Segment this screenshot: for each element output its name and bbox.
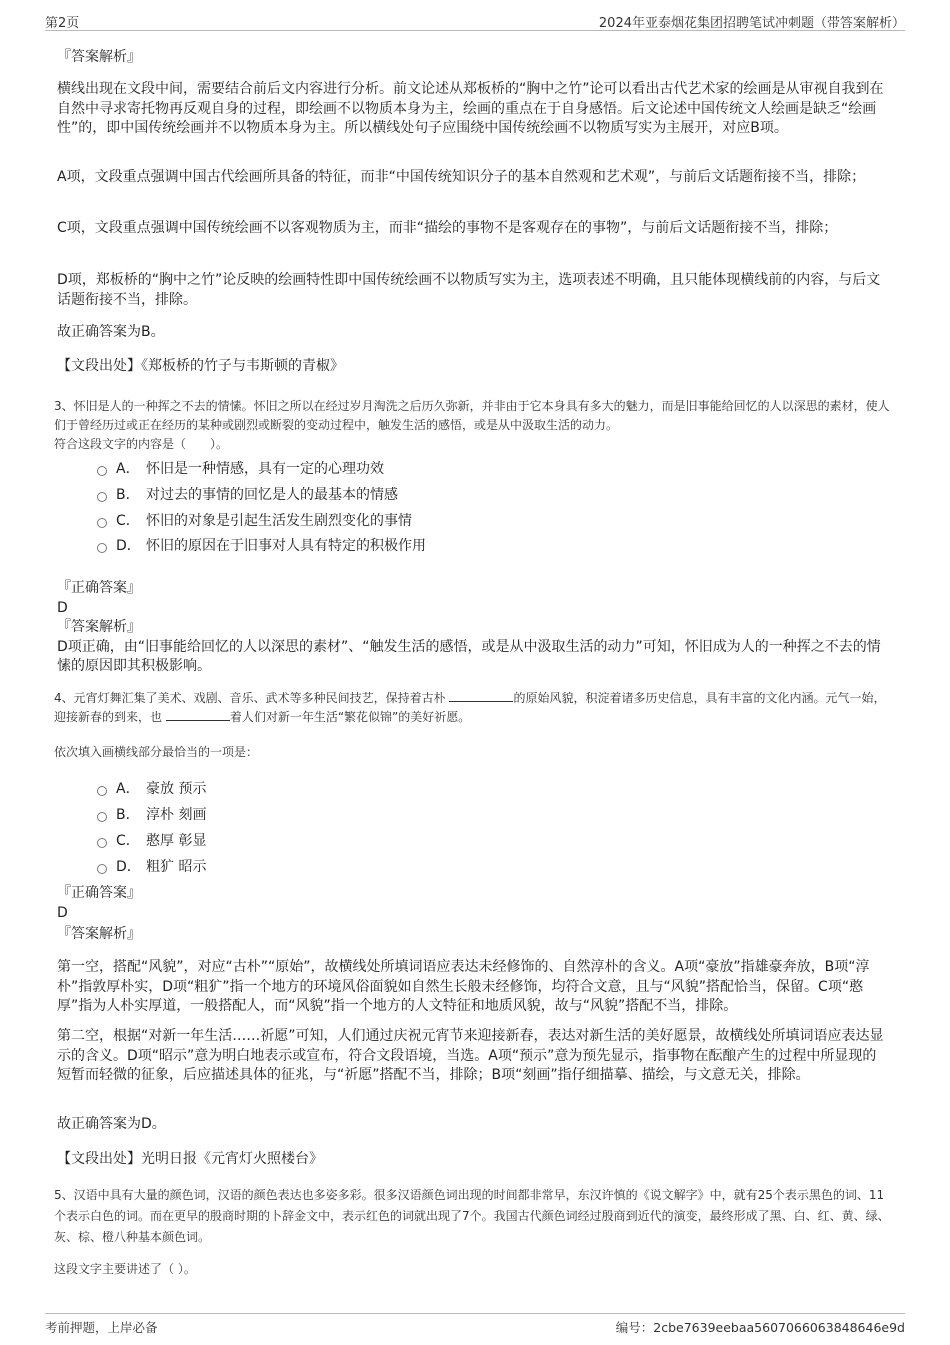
option-text: 怀旧的原因在于旧事对人具有特定的积极作用: [146, 538, 426, 554]
option-text: 淳朴 刻画: [146, 807, 207, 823]
q4-analysis-title: 『答案解析』: [57, 926, 141, 942]
q2-analysis-p1-block: [57, 80, 889, 139]
q4-analysis-title-block: [57, 925, 889, 945]
q3-stem-block: [54, 397, 894, 454]
option-label: B．: [116, 487, 140, 503]
q2-analysis-title-block: [57, 48, 889, 68]
q4-source-block: [57, 1150, 889, 1170]
option-text: 对过去的事情的回忆是人的最基本的情感: [146, 487, 398, 503]
q4-analysis-p2-block: [57, 1027, 889, 1086]
q2-analysis-p4: D项，郑板桥的“胸中之竹”论反映的绘画特性即中国传统绘画不以物质写实为主，选项表述不明确，且只能体现横线前的内容，与后文话题衔接不当，排除。: [57, 272, 881, 308]
option-text: 豪放 预示: [146, 781, 207, 797]
q3-analysis-title: 『答案解析』: [57, 619, 141, 635]
option-label: C．: [116, 833, 140, 849]
q3-answer: D: [57, 599, 68, 616]
q2-analysis-p1: 横线出现在文段中间，需要结合前后文内容进行分析。前文论述从郑板桥的“胸中之竹”论可以看出古代艺术家的绘画是从审视自我到在自然中寻求寄托物再反观自身的过程，即绘画不以物质本身为主，绘画的重点在于自身感悟。后文论述中国传统文人绘画是缺乏“绘画性”的，即中国传统绘画并不以物质本身为主。所以横线处句子应围绕中国传统绘画不以物质写实为主展开，对应B项。: [57, 81, 884, 136]
q4-stem-part-a: 4、元宵灯舞汇集了美术、戏剧、音乐、武术等多种民间技艺，保持着古朴: [54, 691, 446, 705]
q4-source: 【文段出处】光明日报《元宵灯火照楼台》: [57, 1151, 323, 1167]
q4-conclusion-block: [57, 1115, 889, 1135]
option-label: D．: [116, 538, 141, 554]
q4-option-c[interactable]: [97, 831, 206, 851]
q5-stem: 5、汉语中具有大量的颜色词，汉语的颜色表达也多姿多彩。很多汉语颜色词出现的时间都非常早，东汉许慎的《说文解字》中，就有25个表示黑色的词、11个表示白色的词。而在更早的殷商时期的卜辞金文中，表示红色的词就出现了7个。我国古代颜色词经过殷商到近代的演变，最终形成了黑、白、红、黄、绿、灰、棕、橙八种基本颜色词。: [54, 1188, 890, 1244]
q4-option-a[interactable]: [97, 779, 206, 799]
document-code: 编号：2cbe7639eebaa5607066063848646e9d: [615, 1320, 905, 1335]
q2-source-block: [57, 357, 889, 377]
q4-answer-title: 『正确答案』: [57, 885, 141, 901]
q4-analysis-p1-block: [57, 958, 889, 1017]
q2-analysis-p2-block: [57, 168, 889, 188]
option-label: A．: [116, 461, 140, 477]
option-label: B．: [116, 807, 140, 823]
q5-stem-block: [54, 1185, 894, 1248]
radio-icon[interactable]: [97, 864, 107, 874]
q3-ask: 符合这段文字的内容是（ ）。: [54, 437, 229, 451]
option-label: D．: [116, 859, 141, 875]
q2-conclusion: 故正确答案为B。: [57, 324, 165, 340]
q2-analysis-p3: C项，文段重点强调中国传统绘画不以客观物质为主，而非“描绘的事物不是客观存在的事物”，与前后文话题衔接不当，排除；: [57, 220, 838, 236]
q4-ask: 依次填入画横线部分最恰当的一项是：: [54, 745, 259, 759]
document-title: 2024年亚泰烟花集团招聘笔试冲刺题（带答案解析）: [598, 16, 905, 31]
q4-answer: D: [57, 904, 68, 921]
q4-analysis-p1: 第一空，搭配“风貌”，对应“古朴”“原始”，故横线处所填词语应表达未经修饰的、自然淳朴的含义。A项“豪放”指雄豪奔放，B项“淳朴”指敦厚朴实，D项“粗犷”指一个地方的环境风俗面貌如自然生长般未经修饰，均符合文意，且与“风貌”搭配恰当，保留。C项“憨厚”指为人朴实厚道，一般搭配人，而“风貌”指一个地方的人文特征和地质风貌，故与“风貌”搭配不当，排除。: [57, 959, 870, 1014]
page-number: 第2页: [45, 16, 80, 31]
radio-icon[interactable]: [97, 466, 107, 476]
q5-ask: 这段文字主要讲述了（ ）。: [54, 1262, 196, 1276]
q4-analysis-p2: 第二空，根据“对新一年生活……祈愿”可知，人们通过庆祝元宵节来迎接新春，表达对新生活的美好愿景，故横线处所填词语应表达显示的含义。D项“昭示”意为明白地表示或宣布，符合文段语境，当选。A项“预示”意为预先显示，指事物在酝酿产生的过程中所显现的短暂而轻微的征象，后应描述具体的征兆，与“祈愿”搭配不当，排除；B项“刻画”指仔细描摹、描绘，与文意无关，排除。: [57, 1028, 884, 1083]
q4-stem-part-b: 的原始风貌，积淀着诸多历史信息，具有丰富的文化内涵。元气一始，迎接新春的到来，也: [54, 691, 886, 724]
q4-ask-block: [54, 743, 886, 762]
q3-option-c[interactable]: [97, 511, 412, 531]
option-text: 憨厚 彰显: [146, 833, 207, 849]
q4-answer-block: [57, 884, 889, 923]
q2-analysis-title: 『答案解析』: [57, 49, 141, 65]
option-text: 粗犷 昭示: [146, 859, 207, 875]
q4-stem-block: [54, 689, 894, 727]
q4-option-d[interactable]: [97, 857, 206, 877]
q3-stem: 3、怀旧是人的一种挥之不去的情愫。怀旧之所以在经过岁月淘洗之后历久弥新，并非由于它本身具有多大的魅力，而是旧事能给回忆的人以深思的素材，使人们于曾经历过或正在经历的某种或剧烈或断裂的变动过程中，触发生活的感悟，或是从中汲取生活的动力。: [54, 399, 890, 432]
q5-ask-block: [54, 1260, 886, 1279]
option-text: 怀旧的对象是引起生活发生剧烈变化的事情: [146, 513, 412, 529]
q2-source: 【文段出处】《郑板桥的竹子与韦斯顿的青椒》: [57, 358, 344, 374]
option-text: 怀旧是一种情感，具有一定的心理功效: [146, 461, 384, 477]
q3-option-b[interactable]: [97, 485, 398, 505]
option-label: A．: [116, 781, 140, 797]
blank-line: [449, 689, 513, 702]
q2-conclusion-block: [57, 323, 889, 343]
q2-analysis-p4-block: [57, 271, 889, 310]
footer-slogan: 考前押题，上岸必备: [45, 1320, 158, 1335]
q4-stem-part-c: 着人们对新一年生活“繁花似锦”的美好祈愿。: [229, 710, 471, 724]
radio-icon[interactable]: [97, 492, 107, 502]
q4-option-b[interactable]: [97, 805, 206, 825]
blank-line: [166, 708, 230, 721]
q2-analysis-p2: A项，文段重点强调中国古代绘画所具备的特征，而非“中国传统知识分子的基本自然观和艺术观”，与前后文话题衔接不当，排除；: [57, 169, 866, 185]
radio-icon[interactable]: [97, 838, 107, 848]
radio-icon[interactable]: [97, 543, 107, 553]
q3-analysis: D项正确，由“旧事能给回忆的人以深思的素材”、“触发生活的感悟，或是从中汲取生活的动力”可知，怀旧成为人的一种挥之不去的情愫的原因即其积极影响。: [57, 638, 881, 674]
page-header: [45, 10, 905, 31]
q3-answer-title: 『正确答案』: [57, 580, 141, 596]
q3-option-d[interactable]: [97, 536, 426, 556]
page-footer: [45, 1313, 905, 1338]
q3-option-a[interactable]: [97, 459, 384, 479]
radio-icon[interactable]: [97, 812, 107, 822]
option-label: C．: [116, 513, 140, 529]
radio-icon[interactable]: [97, 518, 107, 528]
q3-answer-block: [57, 579, 889, 677]
q4-stem: [54, 689, 894, 727]
q2-analysis-p3-block: [57, 219, 889, 239]
q4-conclusion: 故正确答案为D。: [57, 1116, 166, 1132]
radio-icon[interactable]: [97, 786, 107, 796]
